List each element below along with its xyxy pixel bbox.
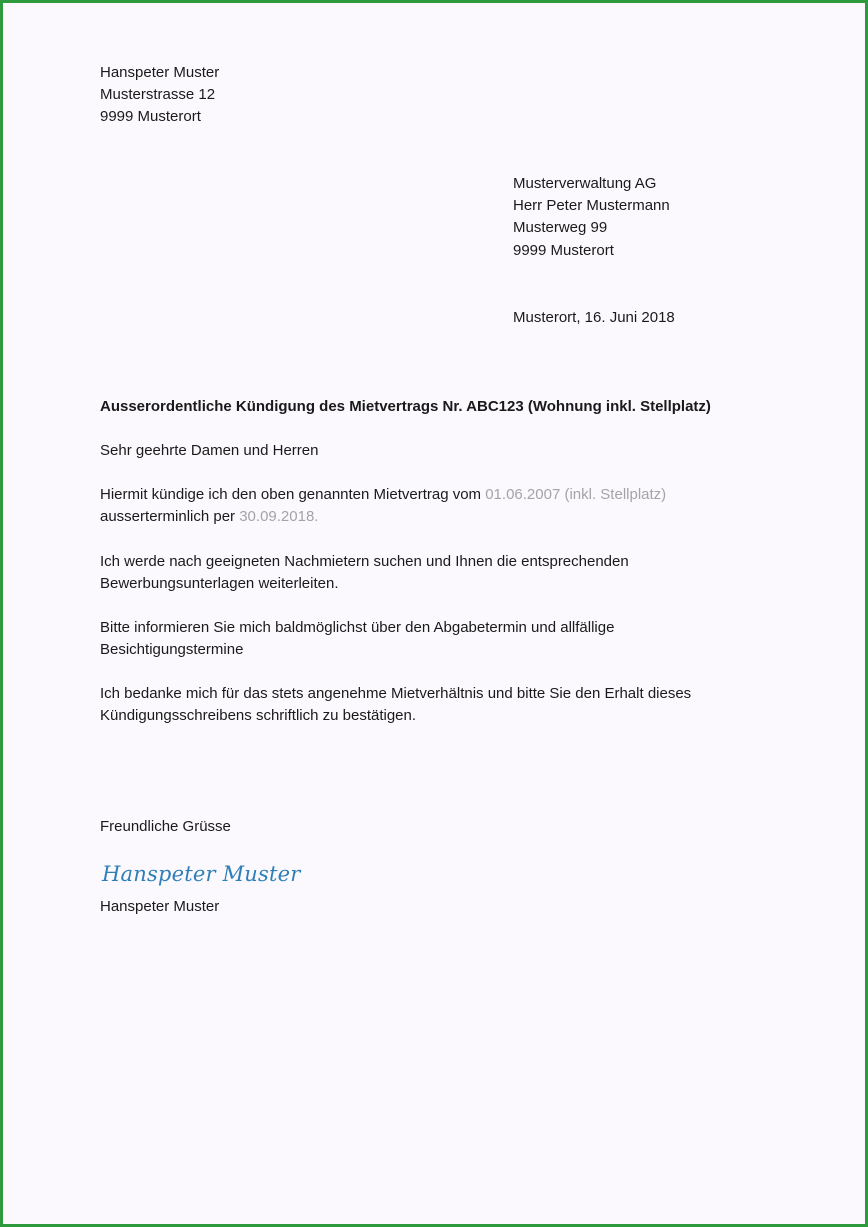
paragraph-line: Kündigungsschreibens schriftlich zu bestätigen. — [100, 707, 417, 725]
sender-address — [100, 62, 219, 129]
paragraph-line: Bitte informieren Sie mich baldmöglichst über den Abgabetermin und allfällige — [100, 619, 615, 636]
termination-paragraph — [100, 484, 666, 528]
parking-note: (inkl. Stellplatz) — [560, 486, 667, 503]
recipient-city: 9999 Musterort — [513, 241, 614, 259]
confirmation-paragraph — [100, 683, 691, 727]
recipient-address — [513, 173, 670, 262]
paragraph-line: Ich werde nach geeigneten Nachmietern suchen und Ihnen die entsprechenden — [100, 553, 629, 570]
salutation: Sehr geehrte Damen und Herren — [100, 442, 319, 459]
recipient-contact: Herr Peter Mustermann — [513, 197, 670, 215]
paragraph-line: Bewerbungsunterlagen weiterleiten. — [100, 575, 339, 593]
termination-end-date: 30.09.2018. — [239, 508, 319, 526]
signer-name: Hanspeter Muster — [100, 898, 220, 915]
paragraph-line: Ich bedanke mich für das stets angenehme Mietverhältnis und bitte Sie den Erhalt dieses — [100, 685, 692, 702]
letter-subject: Ausserordentliche Kündigung des Mietvertrags Nr. ABC123 (Wohnung inkl. Stellplatz) — [100, 398, 711, 415]
sender-name: Hanspeter Muster — [100, 64, 220, 81]
sender-street: Musterstrasse 12 — [100, 86, 216, 104]
recipient-company: Musterverwaltung AG — [513, 175, 657, 192]
handover-paragraph — [100, 617, 614, 661]
termination-text: Hiermit kündige ich den oben genannten Mietvertrag vom — [100, 486, 486, 503]
contract-start-date: 01.06.2007 — [485, 486, 561, 503]
closing-phrase: Freundliche Grüsse — [100, 818, 231, 835]
place-and-date: Musterort, 16. Juni 2018 — [513, 309, 675, 326]
successor-tenant-paragraph — [100, 551, 629, 595]
termination-line-1 — [100, 484, 666, 506]
recipient-street: Musterweg 99 — [513, 219, 608, 237]
handwritten-signature: Hanspeter Muster — [102, 862, 301, 886]
sender-city: 9999 Musterort — [100, 108, 201, 126]
paragraph-line: Besichtigungstermine — [100, 641, 244, 659]
termination-date-text: ausserterminlich per — [100, 508, 240, 526]
termination-line-2 — [100, 506, 666, 528]
